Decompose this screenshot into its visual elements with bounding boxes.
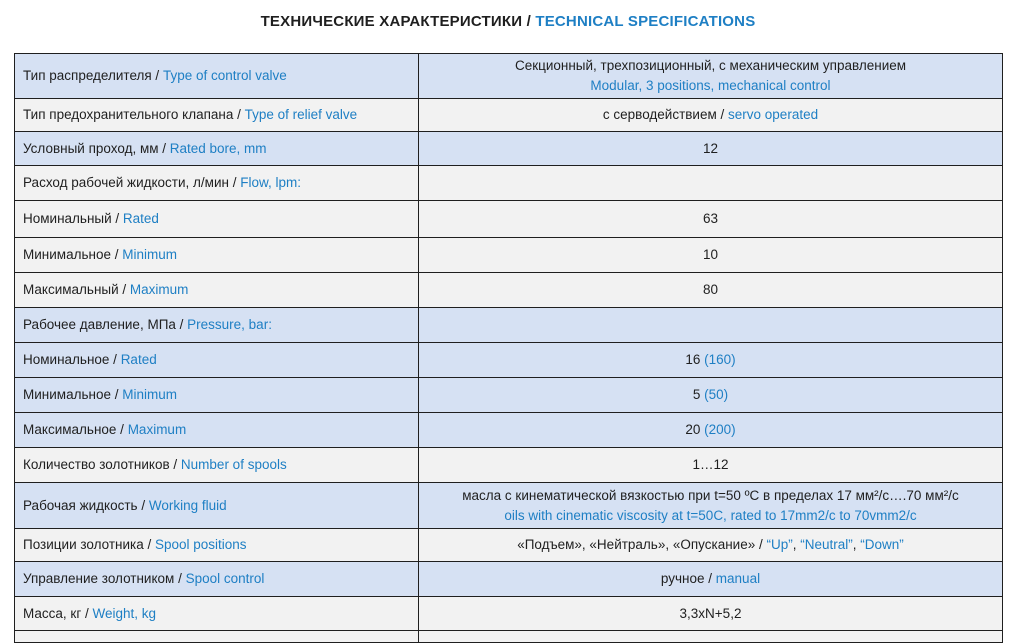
spec-value-working-fluid bbox=[419, 483, 1002, 528]
spec-label-pressure-rated bbox=[15, 343, 419, 377]
spec-value-pressure-header bbox=[419, 308, 1002, 342]
page-title bbox=[0, 13, 1016, 30]
spec-row-rated-bore bbox=[15, 132, 1002, 166]
spec-value-flow-header bbox=[419, 166, 1002, 200]
text-segment-blue: Type of relief valve bbox=[244, 107, 358, 122]
spec-label-flow-rated bbox=[15, 201, 419, 237]
spec-label-flow-maximum bbox=[15, 273, 419, 307]
spec-row-weight bbox=[15, 597, 1002, 631]
text-segment-dark: Количество золотников / bbox=[23, 457, 181, 472]
text-segment-dark: , bbox=[792, 537, 801, 552]
spec-table bbox=[14, 53, 1003, 643]
spec-value-empty-partial bbox=[419, 631, 1002, 642]
text-segment-dark: 63 bbox=[702, 211, 719, 226]
text-segment-blue: (200) bbox=[704, 422, 736, 437]
text-segment-dark: 20 bbox=[685, 422, 705, 437]
value-line bbox=[693, 385, 728, 405]
text-segment-dark: 12 bbox=[702, 140, 719, 156]
text-segment-dark: Рабочая жидкость / bbox=[23, 497, 149, 513]
spec-value-relief-valve-type bbox=[419, 99, 1002, 131]
value-line bbox=[515, 56, 906, 76]
spec-label-empty-partial bbox=[15, 631, 419, 642]
spec-label-control-valve-type bbox=[15, 54, 419, 98]
spec-row-relief-valve-type bbox=[15, 99, 1002, 132]
value-line bbox=[685, 420, 735, 440]
value-line bbox=[703, 209, 718, 229]
spec-value-rated-bore bbox=[419, 132, 1002, 165]
value-line bbox=[517, 535, 904, 555]
text-segment-dark: Номинальный / bbox=[23, 211, 123, 226]
text-segment-dark: ручное / bbox=[660, 571, 716, 586]
text-segment-dark: Тип предохранительного клапана / bbox=[23, 107, 245, 122]
text-segment-dark: «Подъем», «Нейтраль», «Опускание» / bbox=[517, 537, 767, 552]
value-line bbox=[680, 604, 742, 624]
spec-row-pressure-minimum bbox=[15, 378, 1002, 413]
spec-row-empty-partial bbox=[15, 631, 1002, 643]
page-title-en: TECHNICAL SPECIFICATIONS bbox=[535, 13, 756, 30]
spec-label-pressure-header bbox=[15, 308, 419, 342]
spec-label-flow-minimum bbox=[15, 238, 419, 272]
text-segment-dark: Максимальное / bbox=[23, 422, 128, 437]
spec-value-pressure-maximum bbox=[419, 413, 1002, 447]
text-segment-blue: Type of control valve bbox=[162, 68, 287, 83]
text-segment-dark: масла с кинематической вязкостью при t=50 ºC в пределах 17 мм²/с….70 мм²/с bbox=[462, 487, 959, 503]
spec-label-spool-positions bbox=[15, 529, 419, 561]
spec-value-flow-rated bbox=[419, 201, 1002, 237]
text-segment-dark: , bbox=[852, 537, 861, 552]
text-segment-blue: Minimum bbox=[122, 387, 177, 402]
text-segment-dark: Позиции золотника / bbox=[23, 537, 155, 552]
spec-row-control-valve-type bbox=[15, 54, 1002, 99]
text-segment-blue: “Neutral” bbox=[800, 537, 853, 552]
spec-row-flow-header bbox=[15, 166, 1002, 201]
spec-row-spool-control bbox=[15, 562, 1002, 597]
text-segment-blue: “Down” bbox=[860, 537, 904, 552]
spec-value-pressure-rated bbox=[419, 343, 1002, 377]
spec-label-rated-bore bbox=[15, 132, 419, 165]
spec-row-spool-positions bbox=[15, 529, 1002, 562]
text-segment-blue: servo operated bbox=[728, 107, 819, 122]
text-segment-blue: Weight, kg bbox=[92, 605, 157, 621]
value-line bbox=[685, 350, 735, 370]
spec-value-flow-minimum bbox=[419, 238, 1002, 272]
text-segment-dark: 3,3xN+5,2 bbox=[679, 605, 742, 621]
spec-row-flow-minimum bbox=[15, 238, 1002, 273]
text-segment-blue: Minimum bbox=[122, 247, 177, 262]
spec-value-control-valve-type bbox=[419, 54, 1002, 98]
spec-label-relief-valve-type bbox=[15, 99, 419, 131]
spec-value-spools-count bbox=[419, 448, 1002, 482]
value-line bbox=[462, 486, 959, 506]
spec-row-pressure-maximum bbox=[15, 413, 1002, 448]
text-segment-dark: 1…12 bbox=[692, 457, 729, 472]
text-segment-blue: “Up” bbox=[766, 537, 793, 552]
spec-label-flow-header bbox=[15, 166, 419, 200]
spec-label-weight bbox=[15, 597, 419, 630]
text-segment-blue: Rated bbox=[120, 352, 157, 367]
spec-label-working-fluid bbox=[15, 483, 419, 528]
text-segment-blue: manual bbox=[715, 571, 761, 586]
text-segment-dark: Номинальное / bbox=[23, 352, 121, 367]
value-line bbox=[703, 139, 718, 159]
page-title-ru: ТЕХНИЧЕСКИЕ ХАРАКТЕРИСТИКИ / bbox=[260, 13, 536, 30]
text-segment-blue: Spool positions bbox=[155, 537, 247, 552]
text-segment-blue: Modular, 3 positions, mechanical control bbox=[590, 78, 831, 93]
text-segment-dark: Максимальный / bbox=[23, 282, 130, 297]
text-segment-dark: с серводействием / bbox=[602, 107, 729, 122]
text-segment-blue: (50) bbox=[704, 387, 729, 402]
text-segment-dark: Масса, кг / bbox=[23, 605, 93, 621]
text-segment-dark: 16 bbox=[685, 352, 705, 367]
spec-value-spool-positions bbox=[419, 529, 1002, 561]
text-segment-blue: Rated bbox=[122, 211, 159, 226]
spec-label-pressure-minimum bbox=[15, 378, 419, 412]
value-line bbox=[703, 280, 718, 300]
spec-row-pressure-rated bbox=[15, 343, 1002, 378]
spec-row-pressure-header bbox=[15, 308, 1002, 343]
text-segment-dark: 5 bbox=[692, 387, 705, 402]
spec-label-spool-control bbox=[15, 562, 419, 596]
value-line bbox=[504, 506, 916, 526]
value-line bbox=[590, 76, 830, 96]
spec-value-weight bbox=[419, 597, 1002, 630]
text-segment-dark: 10 bbox=[702, 247, 719, 262]
spec-row-working-fluid bbox=[15, 483, 1002, 529]
text-segment-dark: Минимальное / bbox=[23, 247, 123, 262]
text-segment-blue: Maximum bbox=[127, 422, 187, 437]
value-line bbox=[603, 105, 818, 125]
text-segment-blue: Flow, lpm: bbox=[240, 175, 301, 190]
text-segment-blue: Maximum bbox=[129, 282, 189, 297]
spec-label-spools-count bbox=[15, 448, 419, 482]
text-segment-blue: Spool control bbox=[185, 571, 265, 586]
spec-row-spools-count bbox=[15, 448, 1002, 483]
text-segment-blue: (160) bbox=[704, 352, 736, 367]
text-segment-dark: Условный проход, мм / bbox=[23, 140, 170, 156]
spec-row-flow-rated bbox=[15, 201, 1002, 238]
text-segment-blue: oils with cinematic viscosity at t=50C, rated to 17mm2/c to 70vmm2/c bbox=[504, 507, 917, 523]
spec-value-pressure-minimum bbox=[419, 378, 1002, 412]
text-segment-dark: 80 bbox=[702, 282, 719, 297]
spec-label-pressure-maximum bbox=[15, 413, 419, 447]
text-segment-dark: Тип распределителя / bbox=[23, 68, 163, 83]
text-segment-dark: Секционный, трехпозиционный, с механическим управлением bbox=[514, 58, 907, 73]
text-segment-blue: Number of spools bbox=[180, 457, 287, 472]
spec-row-flow-maximum bbox=[15, 273, 1002, 308]
spec-value-spool-control bbox=[419, 562, 1002, 596]
value-line bbox=[692, 455, 728, 475]
text-segment-dark: Управление золотником / bbox=[23, 571, 186, 586]
text-segment-dark: Расход рабочей жидкости, л/мин / bbox=[23, 175, 241, 190]
value-line bbox=[661, 569, 760, 589]
text-segment-blue: Pressure, bar: bbox=[187, 317, 272, 332]
text-segment-dark: Минимальное / bbox=[23, 387, 123, 402]
text-segment-dark: Рабочее давление, МПа / bbox=[23, 317, 188, 332]
text-segment-blue: Working fluid bbox=[148, 497, 227, 513]
value-line bbox=[703, 245, 718, 265]
spec-value-flow-maximum bbox=[419, 273, 1002, 307]
text-segment-blue: Rated bore, mm bbox=[169, 140, 267, 156]
